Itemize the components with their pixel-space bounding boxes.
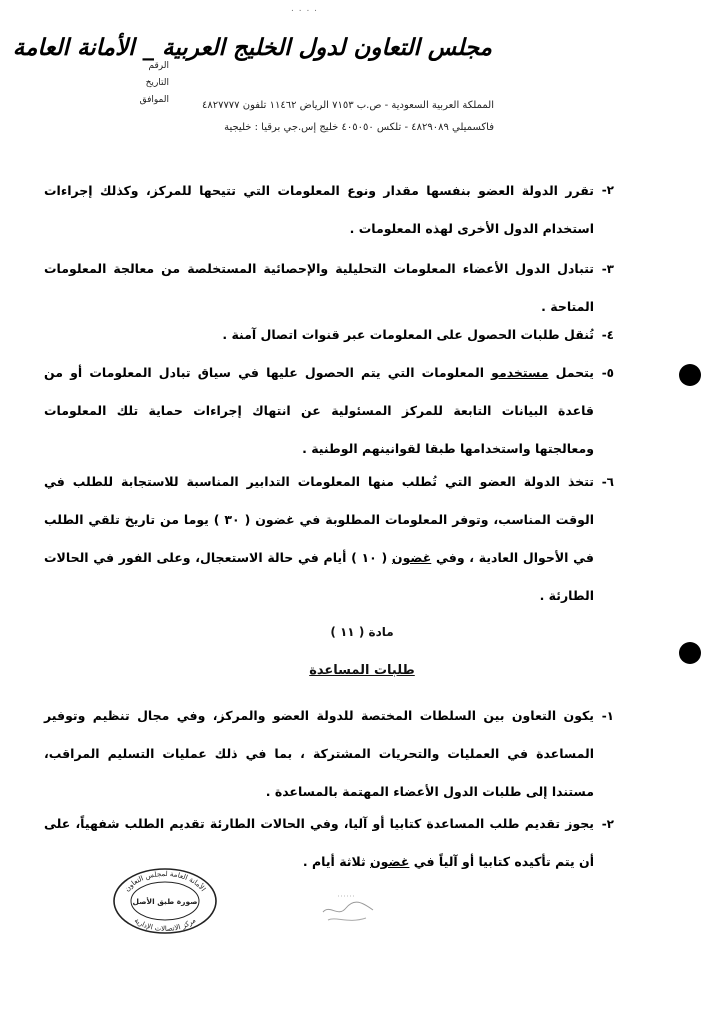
punch-hole bbox=[679, 364, 701, 386]
signature-mark bbox=[318, 882, 378, 932]
punch-hole bbox=[679, 642, 701, 664]
label-corresponding: الموافق bbox=[139, 95, 169, 105]
list-item: يكون التعاون بين السلطات المختصة للدولة العضو والمركز، وفي مجال تنظيم وتوفير المساعدة في العمليات والتحريات المشتركة ، بما في ذلك عمليات التسليم المراقب، مستندا إلى طلبات الدول الأعضاء المهتمة بالمساعدة . bbox=[44, 708, 594, 799]
top-mark: ٠ ٠ ٠ ٠ bbox=[290, 6, 318, 16]
reference-labels bbox=[140, 58, 169, 109]
list-item: تُنقل طلبات الحصول على المعلومات عبر قنوات اتصال آمنة . bbox=[222, 327, 594, 342]
address-line: المملكة العربية السعودية - ص.ب ٧١٥٣ الرياض ١١٤٦٢ تلفون ٤٨٢٧٧٧٧ bbox=[201, 100, 494, 111]
stamp-bottom-text: مركز الاتصالات الإدارية bbox=[132, 916, 198, 934]
official-stamp bbox=[110, 865, 220, 935]
item-text-start: يجوز تقديم طلب المساعدة كتابيا أو آليا، وفي الحالات الطارئة تقديم الطلب شفهياً، على أن يتم تأكيده كتابيا أو آلياً في bbox=[44, 816, 594, 869]
stamp-inner-text: صورة طبق الأصل bbox=[132, 897, 198, 906]
council-letterhead-title: مجلس التعاون لدول الخليج العربية _ الأمانة العامة bbox=[12, 34, 492, 61]
item-text-end: ثلاثة أيام . bbox=[302, 854, 366, 869]
list-item bbox=[44, 463, 594, 615]
fax-line: فاكسميلي ٤٨٢٩٠٨٩ - تلكس ٤٠٥٠٥٠ خليج إس.جي برقيا : خليجية bbox=[224, 122, 494, 133]
underlined-word: مستخدمو bbox=[491, 365, 549, 380]
item-text-start: تتخذ الدولة العضو التي تُطلب منها المعلومات التدابير المناسبة للاستجابة للطلب في الوقت المناسب، وتوفر المعلومات المطلوبة في غضون ( ٣٠ ) يوما من تاريخ تلقي الطلب في الأحوال العادية ، وفي bbox=[44, 474, 594, 565]
item-number: ٢- bbox=[601, 183, 614, 197]
item-number: ٤- bbox=[601, 328, 614, 342]
item-text-end: ( ١٠ ) أيام في حالة الاستعجال، وعلى الفور في الحالات الطارئة . bbox=[44, 550, 594, 603]
stamp-outer-text: الأمانة العامة لمجلس التعاون bbox=[123, 869, 208, 894]
item-text-end: المعلومات التي يتم الحصول عليها في سياق تبادل المعلومات أو من قاعدة البيانات التابعة للمركز المسئولية عن انتهاك إجراءات حماية تلك المعلومات ومعالجتها واستخدامها طبقا لقوانينهم الوطنية . bbox=[44, 365, 594, 456]
list-item: تتبادل الدول الأعضاء المعلومات التحليلية والإحصائية المستخلصة من معالجة المعلومات المتاحة . bbox=[44, 261, 594, 314]
article-heading: مادة ( ١١ ) bbox=[330, 625, 394, 639]
underlined-word: غضون bbox=[391, 550, 432, 565]
item-number: ٣- bbox=[601, 262, 614, 276]
list-item: تقرر الدولة العضو بنفسها مقدار ونوع المعلومات التي تتيحها للمركز، وكذلك إجراءات استخدام الدول الأخرى لهذه المعلومات . bbox=[44, 183, 594, 236]
item-number: ١- bbox=[601, 709, 614, 723]
item-number: ٥- bbox=[601, 366, 614, 380]
item-number: ٦- bbox=[601, 475, 614, 489]
label-number: الرقم bbox=[148, 61, 169, 71]
svg-text:الأمانة العامة لمجلس التعاون bbox=[123, 870, 207, 893]
stamp-graphic bbox=[110, 865, 220, 935]
item-text-start: يتحمل bbox=[555, 365, 594, 380]
section-title: طلبات المساعدة bbox=[309, 663, 415, 678]
underlined-word: غضون bbox=[370, 854, 410, 869]
label-date: التاريخ bbox=[145, 78, 169, 88]
item-number: ٢- bbox=[601, 817, 614, 831]
list-item bbox=[44, 354, 594, 468]
